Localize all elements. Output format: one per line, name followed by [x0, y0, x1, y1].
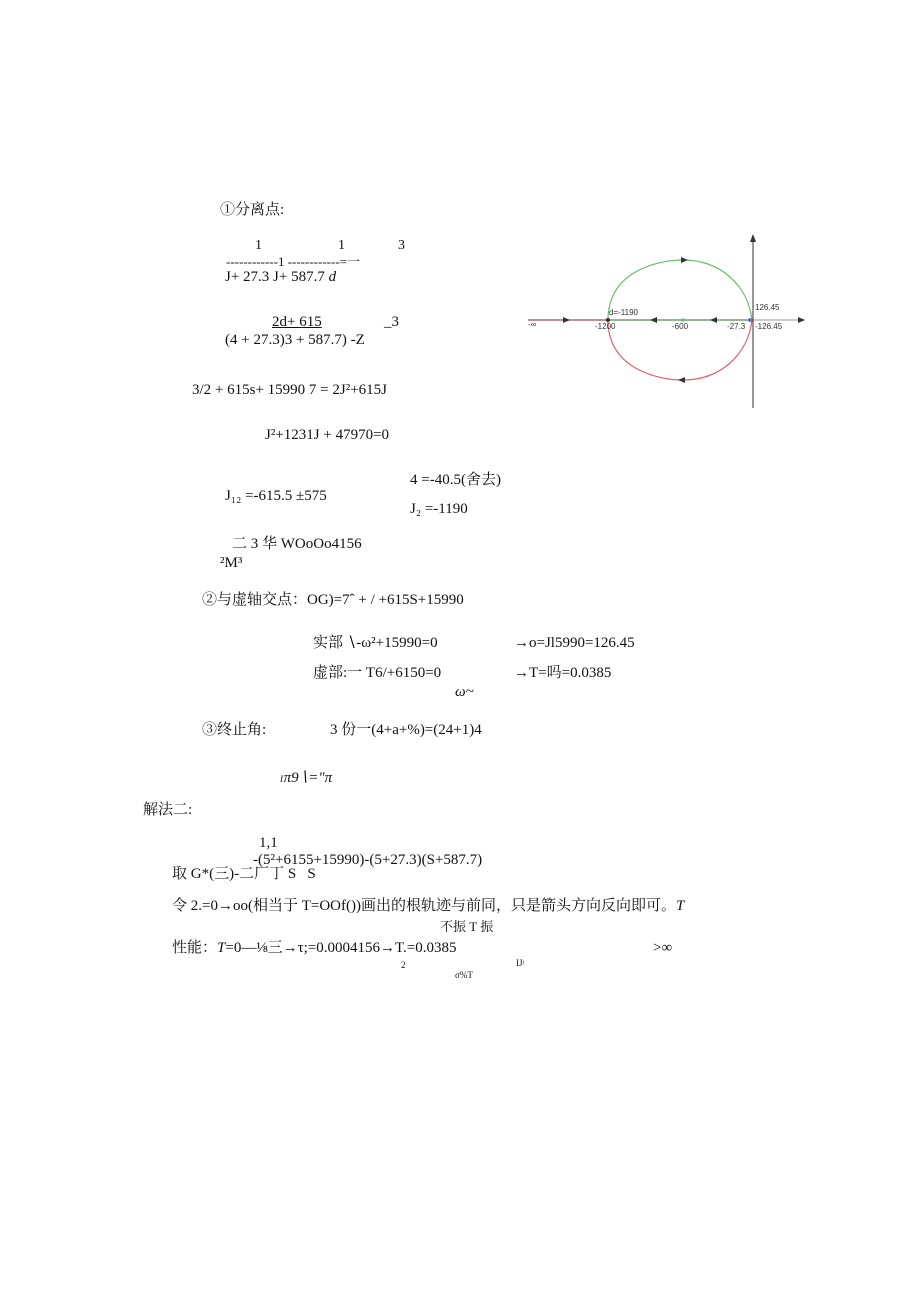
section2-title: ②与虚轴交点：OG)=7ˆ + / +615S+15990 [202, 592, 464, 608]
imag-part: 虚部:一 T6/+6150=0 [313, 665, 442, 681]
label-126-45: 126.45 [755, 303, 780, 312]
imag-part-result: →T=吗=0.0385 [514, 665, 612, 681]
left-arrow-1 [563, 317, 570, 323]
real-axis-arrowhead [798, 317, 805, 323]
section3-eq2: ₗπ9∖="π [280, 770, 333, 786]
eq2-right: _3 [384, 314, 399, 330]
section1-title: ①分离点: [220, 202, 285, 218]
method2-note: 令 2.=0→oo(相当于 T=OOf())画出的根轨迹与前同，只是箭头方向反向即可。T [172, 898, 685, 914]
upper-arrow [681, 257, 688, 263]
label-neg-126-45: -126.45 [755, 322, 783, 331]
imag-axis-arrowhead [750, 234, 756, 242]
label-27-3: -27.3 [727, 322, 746, 331]
lower-arrow [678, 377, 685, 383]
section3-eq: 3 份一(4+a+%)=(24+1)4 [330, 722, 482, 738]
eq6b: ²M³ [220, 555, 243, 571]
performance-line: 性能：T=0—⅛三→τ;=0.0004156→T.=0.0385 [172, 940, 457, 956]
perf-sub-2: 2 [401, 960, 406, 970]
eq5-root2: J₂ =-1190 [410, 501, 468, 517]
perf-top-label: 不振 T 振 [440, 919, 494, 934]
eq3: 3/2 + 615s+ 15990 7 = 2J²+615J [192, 382, 388, 398]
perf-sub-sigma: σ%T [455, 970, 473, 980]
method2-frac-num: 1,1 [259, 835, 278, 851]
pole-27-3 [748, 318, 752, 322]
eq5: J₁₂ =-615.5 ±575 [225, 488, 327, 504]
label-d: d=-1190 [609, 308, 638, 317]
perf-sub-ij: IJʲ [516, 958, 524, 968]
eq1-denominator: J+ 27.3 J+ 587.7 d [225, 269, 337, 285]
method2-title: 解法二: [143, 802, 193, 818]
real-part-result: →o=Jl5990=126.45 [514, 635, 635, 651]
performance-infinity: >∞ [653, 940, 673, 956]
eq1-fraction-line: ------------1 ------------=一 [226, 254, 360, 269]
eq4: J²+1231J + 47970=0 [265, 427, 390, 443]
eq1-num1: 1 [255, 238, 262, 253]
label-600: -600 [672, 322, 689, 331]
mid-arrow-1 [650, 317, 657, 323]
eq1-num3: 3 [398, 238, 405, 253]
omega-symbol: ω~ [455, 684, 474, 700]
mid-arrow-2 [710, 317, 717, 323]
method2-frac-line: -(5²+6155+15990)-(5+27.3)(S+587.7) [253, 852, 483, 868]
eq2-denominator: (4 + 27.3)3 + 587.7) -Z [225, 332, 365, 348]
root-locus-plot [520, 230, 820, 410]
label-1200: -1200 [595, 322, 616, 331]
eq5-root1: 4 =-40.5(舍去) [410, 472, 501, 488]
eq1-num2: 1 [338, 238, 345, 253]
method2-lhs: 取 G*(三)-二厂丁 S S [172, 866, 316, 882]
section3-title: ③终止角: [202, 722, 267, 738]
label-neg-inf: -∞ [528, 320, 537, 329]
eq6: 二 3 华 WOoOo4156 [232, 536, 362, 552]
eq2-numerator: 2d+ 615 [272, 314, 322, 330]
real-part: 实部 ∖-ω²+15990=0 [313, 635, 438, 651]
